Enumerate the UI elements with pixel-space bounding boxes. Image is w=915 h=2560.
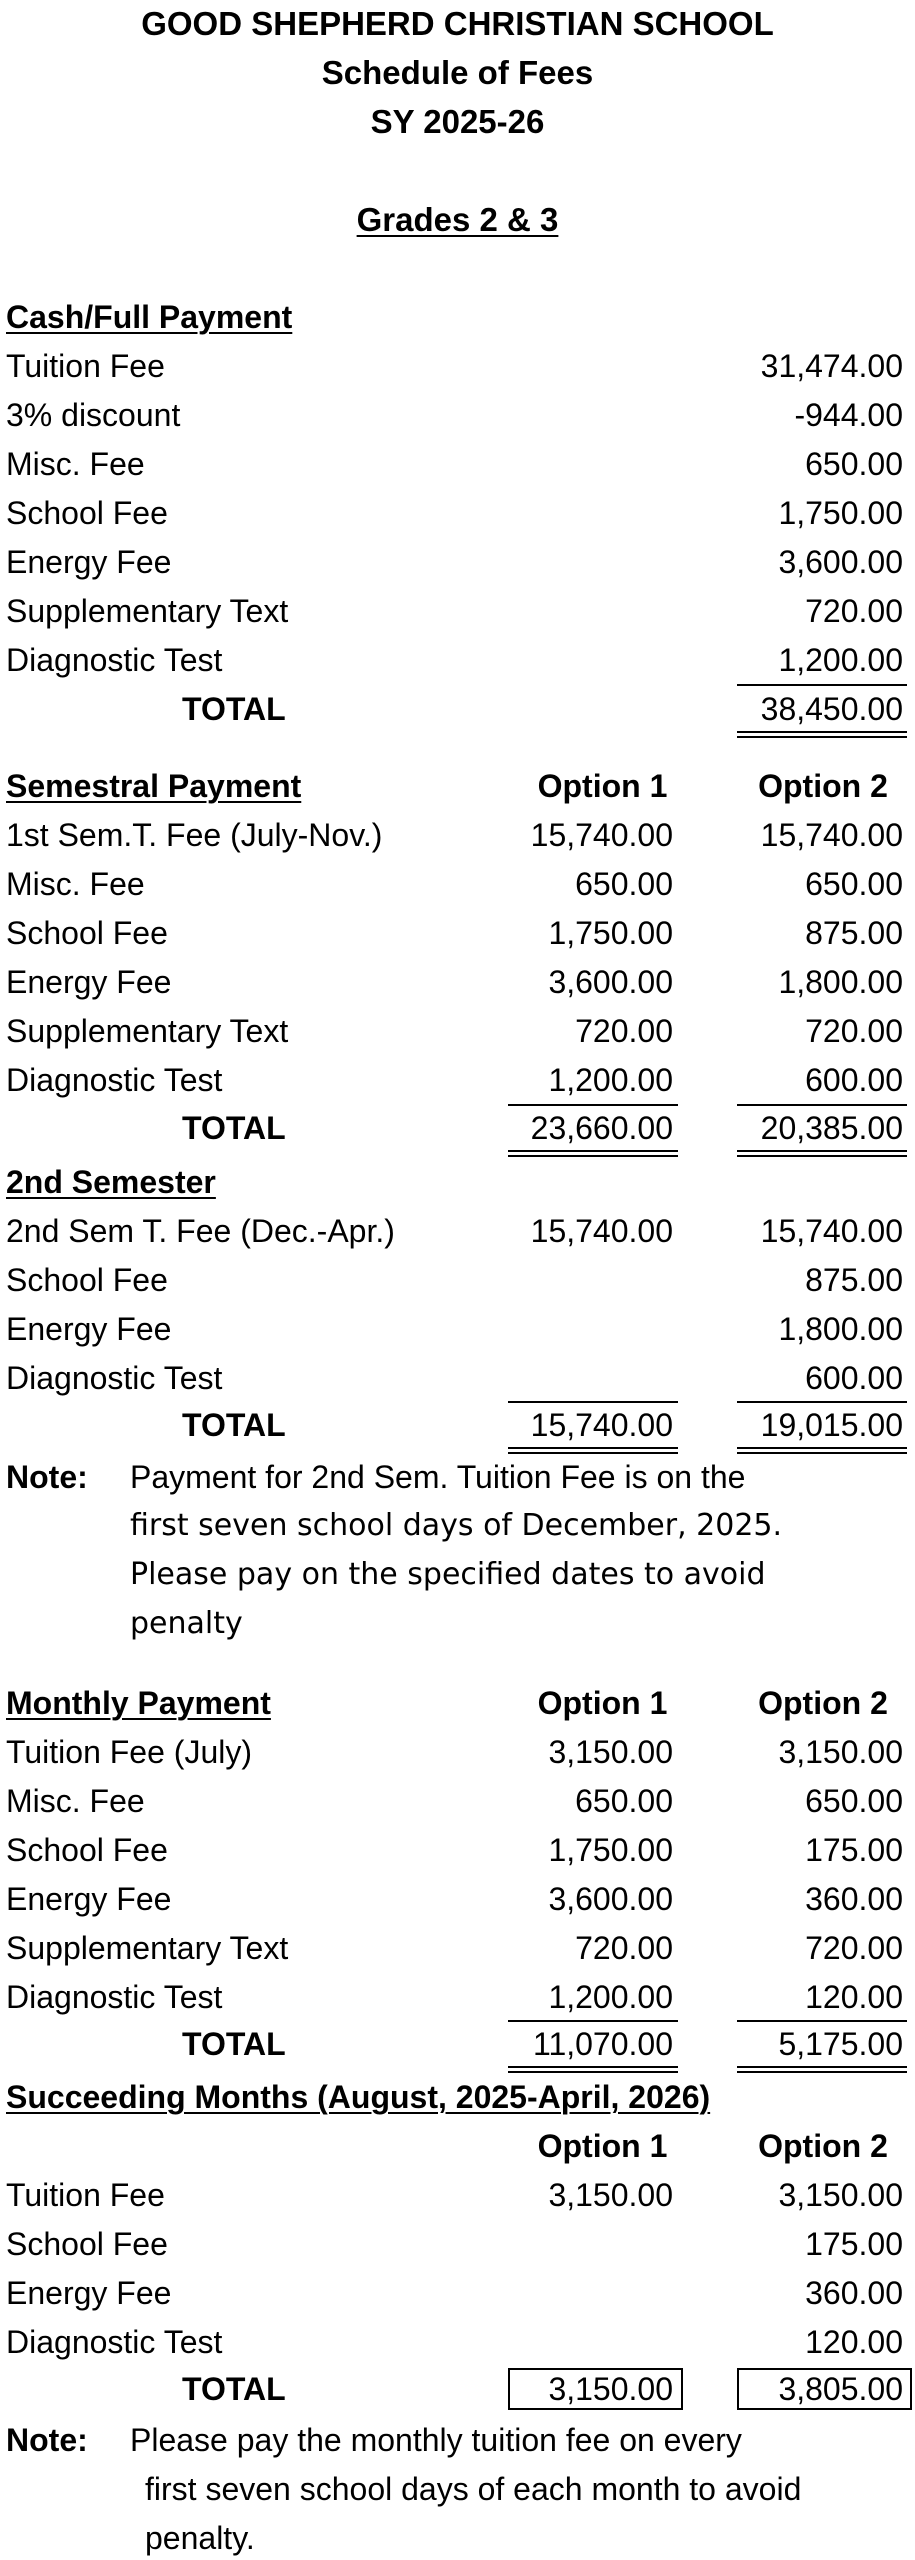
fee-label: School Fee: [6, 1262, 168, 1298]
double-underline-bottom: [737, 1452, 907, 1454]
option-2-amount: 120.00: [805, 1979, 903, 2015]
note-label: Note:: [6, 2422, 88, 2458]
option-1-amount: 1,200.00: [548, 1979, 673, 2015]
fee-label: 2nd Sem T. Fee (Dec.-Apr.): [6, 1213, 395, 1249]
double-underline-top: [508, 2066, 678, 2068]
fee-amount: 31,474.00: [760, 348, 903, 384]
option-2-amount: 3,150.00: [778, 2177, 903, 2213]
option-2-amount: 175.00: [805, 1832, 903, 1868]
note-line: Please pay on the specified dates to avoid: [130, 1557, 766, 1592]
subtotal-rule-option-2: [737, 1401, 907, 1403]
option-2-amount: 360.00: [805, 1881, 903, 1917]
table-row: [0, 542, 915, 582]
subtotal-rule-option-1: [508, 2020, 678, 2022]
option-1-amount: 3,600.00: [548, 1881, 673, 1917]
table-row: [0, 395, 915, 435]
option-2-amount: 120.00: [805, 2324, 903, 2360]
fee-label: Energy Fee: [6, 544, 172, 580]
total-row: [0, 2369, 915, 2409]
fee-amount: 3,600.00: [778, 544, 903, 580]
note-label: Note:: [6, 1459, 88, 1495]
table-row: [0, 1309, 915, 1349]
fee-label: Supplementary Text: [6, 1930, 289, 1966]
fee-label: Energy Fee: [6, 964, 172, 1000]
table-row: [0, 2224, 915, 2264]
option-1-header: Option 1: [537, 768, 668, 804]
cash-section-heading: Cash/Full Payment: [6, 299, 293, 335]
cash-section-heading-row: [0, 297, 915, 337]
table-row: [0, 1781, 915, 1821]
option-2-header: Option 2: [758, 1685, 888, 1721]
subtotal-rule: [737, 684, 907, 686]
double-underline-bottom: [737, 2071, 907, 2073]
note-line: first seven school days of each month to avoid: [145, 2471, 802, 2507]
semestral-heading-row: [0, 766, 915, 806]
double-underline-bottom: [508, 2071, 678, 2073]
table-row: [0, 1732, 915, 1772]
table-row: [0, 2322, 915, 2362]
note-line: penalty.: [145, 2520, 255, 2556]
monthly-heading-row: [0, 1683, 915, 1723]
option-2-amount: 600.00: [805, 1360, 903, 1396]
table-row: [0, 1358, 915, 1398]
option-2-amount: 1,800.00: [778, 964, 903, 1000]
option-2-amount: 15,740.00: [760, 1213, 903, 1249]
option-2-amount: 360.00: [805, 2275, 903, 2311]
double-underline-bottom: [508, 1452, 678, 1454]
option-2-amount: 175.00: [805, 2226, 903, 2262]
table-row: [0, 864, 915, 904]
table-row: [0, 640, 915, 680]
fee-label: Diagnostic Test: [6, 1062, 223, 1098]
double-underline-bottom: [737, 1155, 907, 1157]
option-2-amount: 600.00: [805, 1062, 903, 1098]
option-1-total: 3,150.00: [548, 2371, 673, 2407]
grades-heading: Grades 2 & 3: [356, 201, 559, 238]
option-2-total: 5,175.00: [778, 2026, 903, 2062]
option-1-amount: 3,150.00: [548, 1734, 673, 1770]
option-1-amount: 650.00: [575, 866, 673, 902]
succeeding-options-row: [0, 2126, 915, 2166]
option-2-total: 3,805.00: [778, 2371, 903, 2407]
fee-label: Misc. Fee: [6, 866, 145, 902]
fee-amount: 1,750.00: [778, 495, 903, 531]
fee-amount: 1,200.00: [778, 642, 903, 678]
table-row: [0, 444, 915, 484]
table-row: [0, 1060, 915, 1100]
total-label: TOTAL: [182, 691, 286, 727]
option-1-amount: 15,740.00: [530, 817, 673, 853]
fee-label: Tuition Fee: [6, 2177, 165, 2213]
option-1-amount: 3,150.00: [548, 2177, 673, 2213]
double-underline-bottom: [737, 736, 907, 738]
note-line: penalty: [130, 1606, 243, 1641]
note-line: first seven school days of December, 2025.: [130, 1508, 783, 1543]
fee-amount: -944.00: [794, 397, 903, 433]
document-subtitle: Schedule of Fees: [321, 54, 594, 91]
table-row: [0, 346, 915, 386]
option-2-amount: 650.00: [805, 866, 903, 902]
double-underline-top: [737, 1150, 907, 1152]
total-row: [0, 1108, 915, 1148]
double-underline-bottom: [508, 1155, 678, 1157]
total-row: [0, 1405, 915, 1445]
total-label: TOTAL: [182, 2026, 286, 2062]
fee-label: Supplementary Text: [6, 593, 289, 629]
note-line: Please pay the monthly tuition fee on every: [130, 2422, 742, 2458]
fee-label: Diagnostic Test: [6, 642, 223, 678]
table-row: [0, 815, 915, 855]
succeeding-months-heading: Succeeding Months (August, 2025-April, 2026): [6, 2079, 711, 2115]
second-semester-heading: 2nd Semester: [6, 1164, 216, 1200]
subtotal-rule-option-2: [737, 1104, 907, 1106]
total-row: [0, 689, 915, 729]
double-underline-top: [737, 1447, 907, 1449]
fee-label: Misc. Fee: [6, 446, 145, 482]
option-2-amount: 650.00: [805, 1783, 903, 1819]
second-semester-heading-row: [0, 1162, 915, 1202]
total-amount: 38,450.00: [760, 691, 903, 727]
note-line: Payment for 2nd Sem. Tuition Fee is on the: [130, 1459, 746, 1495]
table-row: [0, 591, 915, 631]
total-label: TOTAL: [182, 1110, 286, 1146]
option-1-amount: 3,600.00: [548, 964, 673, 1000]
table-row: [0, 1260, 915, 1300]
fee-label: Energy Fee: [6, 1311, 172, 1347]
school-year: SY 2025-26: [370, 103, 545, 140]
option-2-total: 20,385.00: [760, 1110, 903, 1146]
double-underline-top: [737, 2066, 907, 2068]
table-row: [0, 2273, 915, 2313]
fee-label: 3% discount: [6, 397, 181, 433]
double-underline-top: [508, 1150, 678, 1152]
option-1-total: 15,740.00: [530, 1407, 673, 1443]
table-row: [0, 962, 915, 1002]
fee-label: Diagnostic Test: [6, 1979, 223, 2015]
fee-label: School Fee: [6, 2226, 168, 2262]
monthly-section-heading: Monthly Payment: [6, 1685, 271, 1721]
option-2-amount: 720.00: [805, 1013, 903, 1049]
subtotal-rule-option-1: [508, 1104, 678, 1106]
option-2-amount: 1,800.00: [778, 1311, 903, 1347]
option-1-amount: 1,200.00: [548, 1062, 673, 1098]
school-name: GOOD SHEPHERD CHRISTIAN SCHOOL: [141, 5, 774, 42]
fee-label: School Fee: [6, 1832, 168, 1868]
table-row: [0, 1011, 915, 1051]
fee-label: Misc. Fee: [6, 1783, 145, 1819]
option-1-amount: 1,750.00: [548, 1832, 673, 1868]
table-row: [0, 1211, 915, 1251]
table-row: [0, 2175, 915, 2215]
table-row: [0, 1830, 915, 1870]
option-1-total: 11,070.00: [533, 2026, 673, 2062]
option-1-header: Option 1: [537, 1685, 668, 1721]
fee-label: Supplementary Text: [6, 1013, 289, 1049]
option-2-header: Option 2: [758, 2128, 888, 2164]
fee-amount: 650.00: [805, 446, 903, 482]
total-label: TOTAL: [182, 2371, 286, 2407]
fee-label: Diagnostic Test: [6, 1360, 223, 1396]
table-row: [0, 1879, 915, 1919]
fee-label: School Fee: [6, 915, 168, 951]
subtotal-rule-option-1: [508, 1401, 678, 1403]
fee-amount: 720.00: [805, 593, 903, 629]
semestral-section-heading: Semestral Payment: [6, 768, 302, 804]
option-2-amount: 875.00: [805, 1262, 903, 1298]
double-underline-top: [508, 1447, 678, 1449]
fee-label: Diagnostic Test: [6, 2324, 223, 2360]
double-underline-top: [737, 731, 907, 733]
total-label: TOTAL: [182, 1407, 286, 1443]
fee-label: Energy Fee: [6, 2275, 172, 2311]
option-2-amount: 875.00: [805, 915, 903, 951]
total-row: [0, 2024, 915, 2064]
option-1-amount: 15,740.00: [530, 1213, 673, 1249]
fee-label: Energy Fee: [6, 1881, 172, 1917]
option-2-amount: 15,740.00: [760, 817, 903, 853]
option-1-amount: 720.00: [575, 1930, 673, 1966]
succeeding-heading-row: [0, 2077, 915, 2117]
option-2-header: Option 2: [758, 768, 888, 804]
fee-label: 1st Sem.T. Fee (July-Nov.): [6, 817, 383, 853]
fee-label: School Fee: [6, 495, 168, 531]
table-row: [0, 493, 915, 533]
option-1-amount: 1,750.00: [548, 915, 673, 951]
option-1-amount: 650.00: [575, 1783, 673, 1819]
option-1-header: Option 1: [537, 2128, 668, 2164]
option-1-total: 23,660.00: [530, 1110, 673, 1146]
table-row: [0, 1977, 915, 2017]
option-2-amount: 3,150.00: [778, 1734, 903, 1770]
option-2-total: 19,015.00: [760, 1407, 903, 1443]
subtotal-rule-option-2: [737, 2020, 907, 2022]
fee-label: Tuition Fee (July): [6, 1734, 252, 1770]
fee-label: Tuition Fee: [6, 348, 165, 384]
option-1-amount: 720.00: [575, 1013, 673, 1049]
option-2-amount: 720.00: [805, 1930, 903, 1966]
table-row: [0, 1928, 915, 1968]
table-row: [0, 913, 915, 953]
